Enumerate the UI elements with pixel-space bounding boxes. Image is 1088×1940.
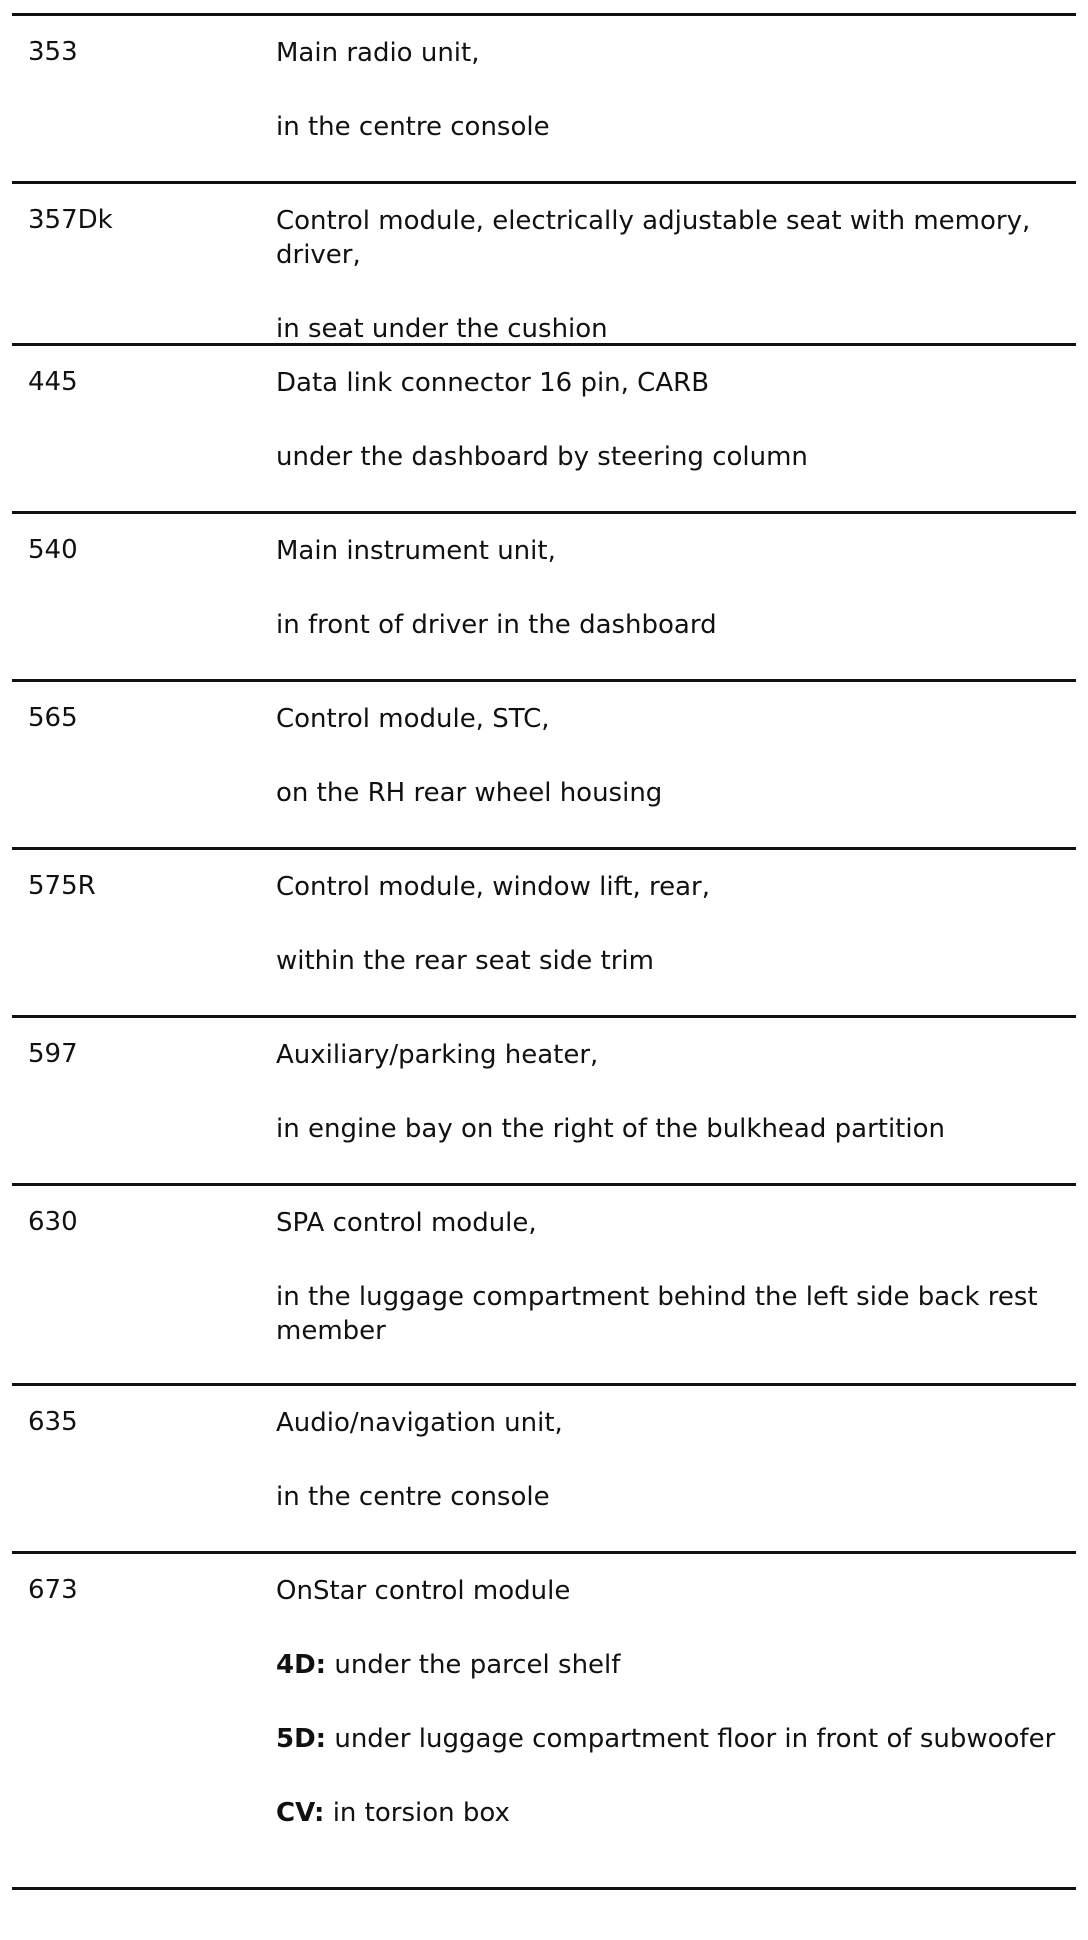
- component-name: OnStar control module: [276, 1576, 571, 1606]
- component-location: in the luggage compartment behind the left side back rest member: [276, 1282, 1038, 1346]
- component-location: under the dashboard by steering column: [276, 442, 808, 472]
- table-row: [12, 184, 1076, 346]
- component-description: [276, 1554, 1076, 1887]
- component-location: in engine bay on the right of the bulkhead partition: [276, 1114, 945, 1144]
- component-code: 445: [28, 367, 78, 397]
- component-name: Main radio unit,: [276, 38, 480, 68]
- component-code: 673: [28, 1575, 78, 1605]
- component-name: Control module, window lift, rear,: [276, 872, 710, 902]
- component-location: in front of driver in the dashboard: [276, 610, 717, 640]
- component-description: [276, 1386, 1076, 1551]
- component-description: [276, 184, 1076, 343]
- component-code: 630: [28, 1207, 78, 1237]
- component-code: 597: [28, 1039, 78, 1069]
- variant-label: 4D:: [276, 1650, 327, 1680]
- component-description: [276, 1186, 1076, 1383]
- table-row: [12, 346, 1076, 514]
- component-location: in seat under the cushion: [276, 314, 608, 344]
- component-location: within the rear seat side trim: [276, 946, 654, 976]
- component-location-table: [12, 13, 1076, 1890]
- component-code: 540: [28, 535, 78, 565]
- component-code: 575R: [28, 871, 96, 901]
- variant-text: under the parcel shelf: [326, 1650, 621, 1680]
- variant-location: [276, 1648, 1056, 1682]
- variant-label: CV:: [276, 1798, 325, 1828]
- component-name: Control module, STC,: [276, 704, 550, 734]
- table-row: [12, 1386, 1076, 1554]
- table-row: [12, 514, 1076, 682]
- component-name: Data link connector 16 pin, CARB: [276, 368, 710, 398]
- variant-location: [276, 1796, 1056, 1830]
- table-row: [12, 1554, 1076, 1890]
- component-code: 353: [28, 37, 78, 67]
- table-row: [12, 1186, 1076, 1386]
- table-row: [12, 16, 1076, 184]
- table-row: [12, 850, 1076, 1018]
- component-description: [276, 850, 1076, 1015]
- table-row: [12, 1018, 1076, 1186]
- component-code: 357Dk: [28, 205, 113, 235]
- variant-text: in torsion box: [324, 1798, 510, 1828]
- component-code: 635: [28, 1407, 78, 1437]
- variant-location: [276, 1722, 1056, 1756]
- component-name: Main instrument unit,: [276, 536, 556, 566]
- component-code: 565: [28, 703, 78, 733]
- component-description: [276, 16, 1076, 181]
- component-description: [276, 682, 1076, 847]
- component-name: Audio/navigation unit,: [276, 1408, 563, 1438]
- component-location: in the centre console: [276, 112, 550, 142]
- component-description: [276, 1018, 1076, 1183]
- component-location: on the RH rear wheel housing: [276, 778, 663, 808]
- variant-label: 5D:: [276, 1724, 327, 1754]
- variant-text: under luggage compartment floor in front of subwoofer: [326, 1724, 1056, 1754]
- component-description: [276, 346, 1076, 511]
- table-row: [12, 682, 1076, 850]
- component-description: [276, 514, 1076, 679]
- component-location: in the centre console: [276, 1482, 550, 1512]
- component-name: SPA control module,: [276, 1208, 537, 1238]
- component-name: Auxiliary/parking heater,: [276, 1040, 599, 1070]
- component-name: Control module, electrically adjustable seat with memory, driver,: [276, 206, 1031, 270]
